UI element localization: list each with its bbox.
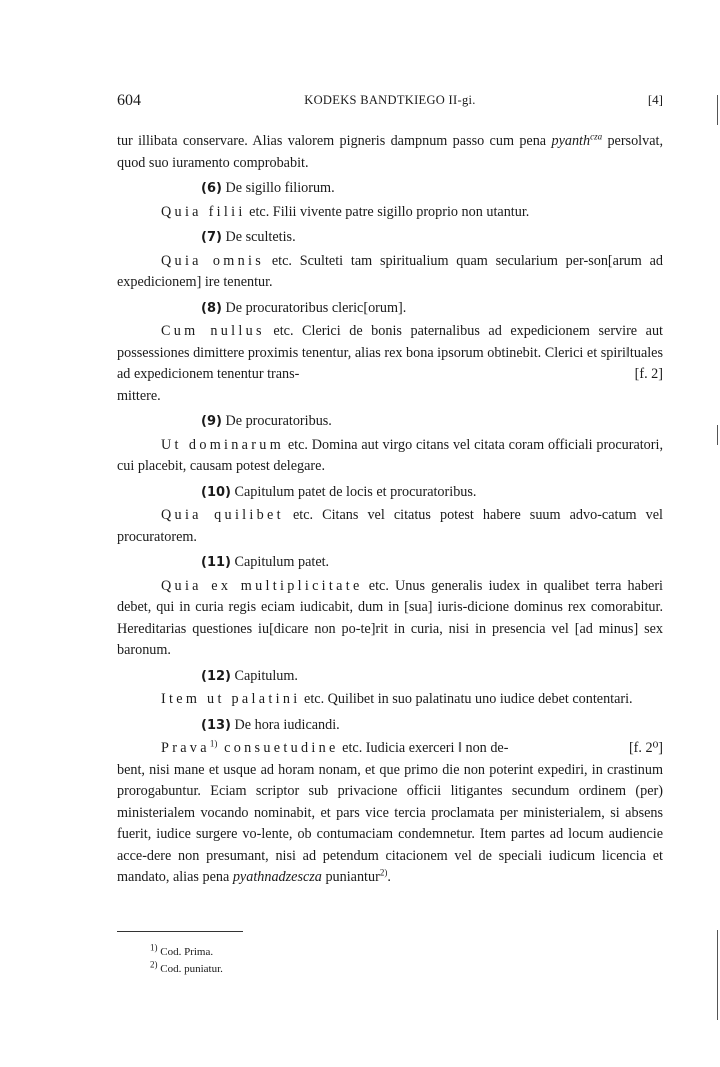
footnote-ref: 1) (209, 738, 218, 749)
section-heading-12: (12) Capitulum. (201, 667, 298, 684)
polish-term: pyathnadzescza (232, 869, 322, 885)
footnote: $^{1)}$ Cod. Prima. (150, 942, 214, 958)
scan-edge-mark (717, 425, 718, 445)
incipit: consuetudine (217, 740, 339, 756)
folio-mark: [f. 2] (634, 366, 663, 382)
paragraph: Quia ex multiplicitate etc. Unus generalis iudex in qualibet terra haberi debet, qui in curia regis eciam iudicabit, dum in [sua] iuris-dicione dominus rex comorabitur. Hereditarias questiones iu[dicare non po-te]rit in curia, nisi in presencia vel [ad minus] sex baronum. (117, 577, 664, 658)
section-heading-9: (9) De procuratoribus. (201, 413, 332, 429)
footnote-rule (117, 931, 243, 932)
section-heading-6: (6) De sigillo filiorum. (201, 180, 335, 196)
incipit: Cum nullus (161, 323, 265, 339)
paragraph: Item ut palatini etc. Quilibet in suo palatinatu uno iudice debet contentari. (161, 691, 633, 707)
section-heading-13: (13) De hora iudicandi. (201, 716, 340, 733)
paragraph: Quia filii etc. Filii vivente patre sigillo proprio non utantur. (161, 203, 530, 220)
section-heading-7: (7) De scultetis. (201, 229, 296, 245)
footnote-ref: 2) (379, 867, 388, 878)
paragraph: Quia omnis etc. Sculteti tam spiritualium quam secularium per-son[arum ad expedicionem] ire tenentur. (117, 252, 663, 290)
paragraph: Cum nullus etc. Clerici de bonis paternalibus ad expedicionem servire aut possessiones dimittere proximis tenentur, alias rex bona ipsorum obtinebit. Clerici et spiri‖tuales ad expedicionem tenentur trans- [f. 2] mittere. (117, 323, 663, 404)
scan-edge-mark (717, 930, 718, 1020)
paragraph: tur illibata conservare. Alias valorem pigneris dampnum passo cum pena pyanth$^{cza}$ persolvat, quod suo iuramento comprobabit. (117, 131, 663, 171)
paragraph: Quia quilibet etc. Citans vel citatus potest habere suum advo-catum vel procuratorem. (117, 507, 663, 545)
incipit: Item ut palatini (161, 691, 301, 707)
incipit: Ut dominarum (161, 436, 285, 453)
incipit: Quia omnis (161, 252, 265, 269)
signature-mark: [4] (647, 92, 663, 107)
running-header (117, 92, 663, 112)
scan-edge-mark (717, 95, 718, 125)
running-title: KODEKS BANDTKIEGO II-gi. (304, 93, 476, 107)
paragraph: Ut dominarum etc. Domina aut virgo citans vel citata coram officiali procuratori, cui placebit, causam potest delegare. (117, 436, 663, 474)
paragraph: Prava$^{1)}$ consuetudine etc. Iudicia exerceri ‖ non de- [f. 2⁰] bent, nisi mane et usque ad horam nonam, et que primo die non poterint expediri, in crastinum prorogabuntur. Eciam scriptor sub privacione officii litigantes secundum ordinem (per) ministerialem vocando nominabit, et pars vice tercia proclamata per ministerialem, si absens fuerit, iudice surgere vo-lente, ob contumaciam condemnetur. Item partes ad locum audiencie acce-dere non presumant, nisi ad petendum citacionem vel de speciali iudicum licencia et mandato, alias pena pyathnadzescza puniantur$^{2)}$. (117, 738, 663, 885)
incipit: Prava (161, 740, 210, 756)
incipit: Quia ex multiplicitate (161, 577, 363, 594)
footnotes (150, 944, 450, 978)
main-text (117, 131, 663, 889)
folio-mark: [f. 2⁰] (628, 740, 663, 756)
incipit: Quia filii (161, 203, 246, 220)
page-number: 604 (117, 92, 141, 109)
polish-term: pyanth (551, 133, 591, 149)
section-heading-8: (8) De procuratoribus cleric[orum]. (201, 299, 407, 316)
section-heading-10: (10) Capitulum patet de locis et procuratoribus. (201, 483, 477, 500)
footnote: $^{2)}$ Cod. puniatur. (150, 959, 223, 975)
incipit: Quia quilibet (161, 507, 284, 523)
section-heading-11: (11) Capitulum patet. (201, 554, 330, 570)
